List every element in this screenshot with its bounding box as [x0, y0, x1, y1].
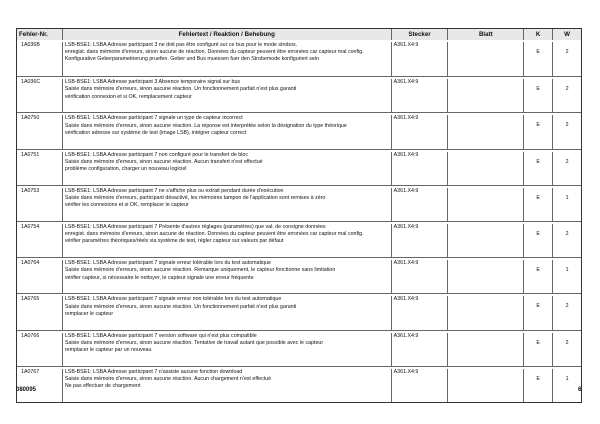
fault-description-line: LSB-BSE1: LSBA Adresse participant 7 Présente d'autres réglages (paramètres) que val. de consigne données	[64, 223, 326, 230]
connector: A361.X4:9	[391, 42, 448, 76]
fault-description-line: remplacer le capteur par un nouveau	[64, 346, 152, 353]
table-row	[17, 366, 581, 402]
w-value: 2	[552, 42, 581, 76]
sheet	[447, 224, 523, 257]
w-value: 2	[552, 296, 581, 329]
connector: A361.X4:9	[391, 188, 448, 221]
fault-description-line: enregist. dans mémoire d'erreurs, sinon aucune de réaction. Données du capteur peuvent être erronées car capteur mal config.	[64, 49, 364, 56]
fault-description-line: LSB-BSE1: LSBA Adresse participant 3 Absence temporaire signal sur bus	[64, 79, 241, 86]
k-value: E	[523, 224, 552, 257]
fault-number: 1A0750	[21, 115, 40, 122]
fault-description-line: vérification adresse sur système de test (image LSB), intégrer capteur correct	[64, 129, 247, 136]
fault-description-line: Saisie dans mémoire d'erreurs, sinon aucune réaction. Un fonctionnement parfait n'est plus garanti	[64, 303, 297, 310]
sheet	[447, 296, 523, 329]
fault-number: 1A0753	[21, 187, 40, 194]
fault-description	[62, 224, 391, 257]
fault-description	[62, 188, 391, 221]
table-row	[17, 293, 581, 329]
table-row	[17, 185, 581, 221]
fault-description	[62, 42, 391, 76]
fault-description-line: vérifier capteur, si nécessaire le nettoyer, le capteur signale une erreur fréquente	[64, 274, 254, 281]
connector: A361.X4:9	[391, 152, 448, 185]
table-row	[17, 112, 581, 148]
document-number: 080095	[16, 387, 37, 393]
w-value: 1	[552, 260, 581, 293]
table-header	[17, 29, 581, 40]
fault-description-line: problème configuration, charger un nouveau logiciel	[64, 165, 187, 172]
sheet	[447, 260, 523, 293]
header-fault-text: Fehlertext / Reaktion / Behebung	[62, 29, 391, 40]
fault-description-line: Saisie dans mémoire d'erreurs, sinon aucune réaction. Remarque uniquement, le capteur fonctionne sans limitation	[64, 267, 336, 274]
fault-description-line: Saisie dans mémoire d'erreurs, sinon aucune réaction. Un fonctionnement parfait n'est plus garanti	[64, 86, 297, 93]
sheet	[447, 79, 523, 112]
w-value: 1	[552, 369, 581, 402]
connector: A361.X4:9	[391, 79, 448, 112]
sheet	[447, 42, 523, 76]
header-sheet: Blatt	[447, 29, 523, 40]
fault-number: 1A0764	[21, 260, 40, 267]
sheet	[447, 188, 523, 221]
fault-description-line: Saisie dans mémoire d'erreurs, sinon aucune réaction. Aucun transfert n'est effectué	[64, 158, 263, 165]
fault-number: 1A0751	[21, 151, 40, 158]
sheet	[447, 333, 523, 366]
k-value: E	[523, 188, 552, 221]
fault-description	[62, 296, 391, 329]
fault-description-line: vérifier les connexions et si OK, remplacer le capteur	[64, 202, 189, 209]
table-row	[17, 149, 581, 185]
fault-description-line: Saisie dans mémoire d'erreurs, sinon aucune réaction. La réponse est interprétée selon la désignation du type théorique	[64, 122, 347, 129]
fault-number: 1A0766	[21, 332, 40, 339]
k-value: E	[523, 115, 552, 148]
fault-description-line: remplacer le capteur	[64, 310, 114, 317]
w-value: 2	[552, 115, 581, 148]
fault-description-line: LSB-BSE1: LSBA Adresse participant 7 n'assiste aucune fonction download	[64, 368, 243, 375]
k-value: E	[523, 42, 552, 76]
w-value: 2	[552, 224, 581, 257]
connector: A361.X4:9	[391, 369, 448, 402]
k-value: E	[523, 333, 552, 366]
fault-description-line: vérification connexion et si OK, remplacement capteur	[64, 93, 192, 100]
connector: A361.X4:9	[391, 296, 448, 329]
fault-table	[16, 28, 582, 403]
k-value: E	[523, 369, 552, 402]
fault-description	[62, 369, 391, 402]
fault-number: 1A036C	[21, 79, 41, 86]
table-row	[17, 76, 581, 112]
fault-description-line: enregist. dans mémoire d'erreurs, sinon aucune de réaction. Données du capteur peuvent être erronées car capteur mal config.	[64, 231, 364, 238]
fault-description-line: LSB-BSE1: LSBA Adresse participant 7 non configuré pour le transfert de bloc	[64, 151, 249, 158]
w-value: 1	[552, 188, 581, 221]
fault-description-line: LSB-BSE1: LSBA Adresse participant 7 version software qui n'est plus compatible	[64, 332, 257, 339]
fault-number: 1A0765	[21, 296, 40, 303]
k-value: E	[523, 79, 552, 112]
fault-number: 1A0754	[21, 223, 40, 230]
header-fault-number: Fehler-Nr.	[19, 31, 48, 38]
fault-description-line: Saisie dans mémoire d'erreurs, participant désactivé, les mémoires tampon de l'application sont remises à zéro	[64, 194, 326, 201]
header-connector: Stecker	[391, 29, 448, 40]
connector: A361.X4:9	[391, 115, 448, 148]
fault-description-line: LSB-BSE1: LSBA Adresse participant 7 signale un type de capteur incorrect	[64, 115, 243, 122]
fault-description	[62, 260, 391, 293]
fault-description-line: vérifier paramètres théoriques/réels via système de test, régler capteur sur valeurs par défaut	[64, 238, 284, 245]
table-row	[17, 257, 581, 293]
k-value: E	[523, 152, 552, 185]
fault-description-line: LSB-BSE1: LSBA Adresse participant 7 ne s'affiche plus ou extrait pendant durée d'exécution	[64, 187, 284, 194]
table-row	[17, 40, 581, 76]
table-body	[17, 40, 581, 402]
table-row	[17, 221, 581, 257]
header-k: K	[523, 29, 552, 40]
w-value: 2	[552, 152, 581, 185]
page-number: 6	[578, 387, 582, 393]
fault-number: 1A0767	[21, 368, 40, 375]
header-w: W	[552, 29, 581, 40]
fault-description-line: LSB-BSE1: LSBA Adresse participant 7 signale erreur tolérable lors du test automatique	[64, 260, 271, 267]
w-value: 2	[552, 333, 581, 366]
connector: A361.X4:9	[391, 333, 448, 366]
sheet	[447, 369, 523, 402]
w-value: 2	[552, 79, 581, 112]
fault-description-line: LSB-BSE1: LSBA Adresse participant 3 ne doit pas être configuré sur ce bus pour le mode strobos.	[64, 42, 298, 48]
fault-description	[62, 79, 391, 112]
fault-description	[62, 333, 391, 366]
fault-description-line: Ne pas effectuer de chargement	[64, 383, 141, 390]
fault-description	[62, 115, 391, 148]
fault-description-line: Saisie dans mémoire d'erreurs, sinon aucune réaction. Tentative de travail autant que possible avec le capteur	[64, 339, 324, 346]
k-value: E	[523, 260, 552, 293]
fault-number: 1A036B	[21, 42, 40, 48]
fault-description-line: Konfigurative Geberparametrierung pruefen. Geber und Bus muessen fuer den Strobemode konfiguriert sein	[64, 56, 319, 63]
fault-description	[62, 152, 391, 185]
sheet	[447, 115, 523, 148]
sheet	[447, 152, 523, 185]
k-value: E	[523, 296, 552, 329]
connector: A361.X4:9	[391, 260, 448, 293]
fault-description-line: LSB-BSE1: LSBA Adresse participant 7 signale erreur non tolérable lors du test automatique	[64, 296, 282, 303]
table-row	[17, 330, 581, 366]
fault-description-line: Saisie dans mémoire d'erreurs, sinon aucune réaction. Aucun chargement n'est effectué	[64, 375, 272, 382]
connector: A361.X4:9	[391, 224, 448, 257]
